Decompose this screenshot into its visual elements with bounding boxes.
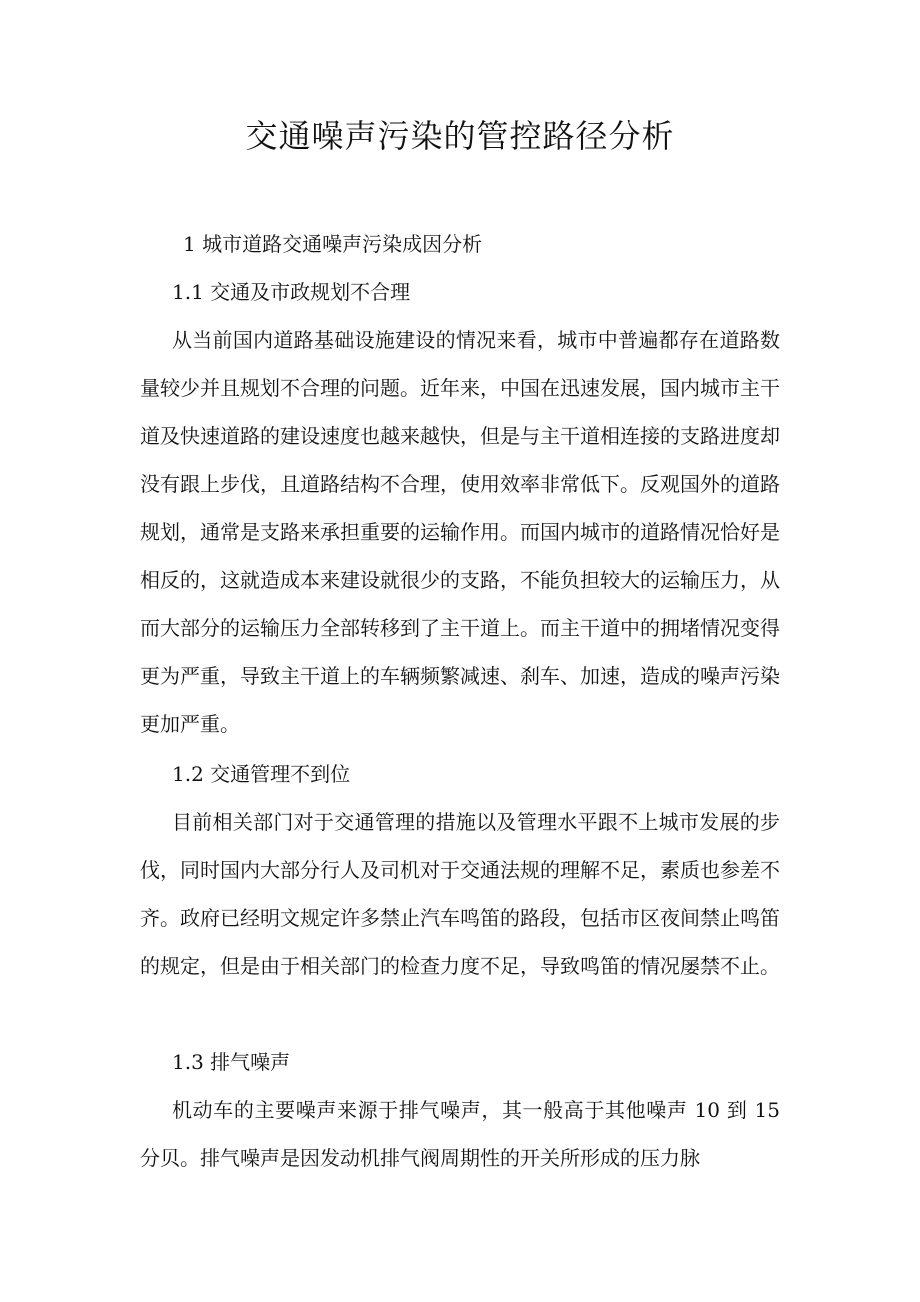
section-1-1-paragraph: 从当前国内道路基础设施建设的情况来看，城市中普遍都存在道路数量较少并且规划不合理的问题。近年来，中国在迅速发展，国内城市主干道及快速道路的建设速度也越来越快，但是与主干道相连接的支路进度却没有跟上步伐，且道路结构不合理，使用效率非常低下。反观国外的道路规划，通常是支路来承担重要的运输作用。而国内城市的道路情况恰好是相反的，这就造成本来建设就很少的支路，不能负担较大的运输压力，从而大部分的运输压力全部转移到了主干道上。而主干道中的拥堵情况变得更为严重，导致主干道上的车辆频繁减速、刹车、加速，造成的噪声污染更加严重。	[140, 328, 780, 736]
section-1-1-heading: 1.1 交通及市政规划不合理	[172, 280, 411, 304]
section-1-2-paragraph: 目前相关部门对于交通管理的措施以及管理水平跟不上城市发展的步伐，同时国内大部分行人及司机对于交通法规的理解不足，素质也参差不齐。政府已经明文规定许多禁止汽车鸣笛的路段，包括市区夜间禁止鸣笛的规定，但是由于相关部门的检查力度不足，导致鸣笛的情况屡禁不止。	[140, 810, 780, 978]
section-1-3-heading: 1.3 排气噪声	[172, 1050, 291, 1074]
section-1-3-paragraph: 机动车的主要噪声来源于排气噪声，其一般高于其他噪声 10 到 15 分贝。排气噪声是因发动机排气阀周期性的开关所形成的压力脉	[140, 1098, 780, 1170]
document-title: 交通噪声污染的管控路径分析	[245, 117, 675, 155]
section-1-heading: 1 城市道路交通噪声污染成因分析	[183, 232, 483, 256]
section-1-2-heading: 1.2 交通管理不到位	[172, 762, 351, 786]
